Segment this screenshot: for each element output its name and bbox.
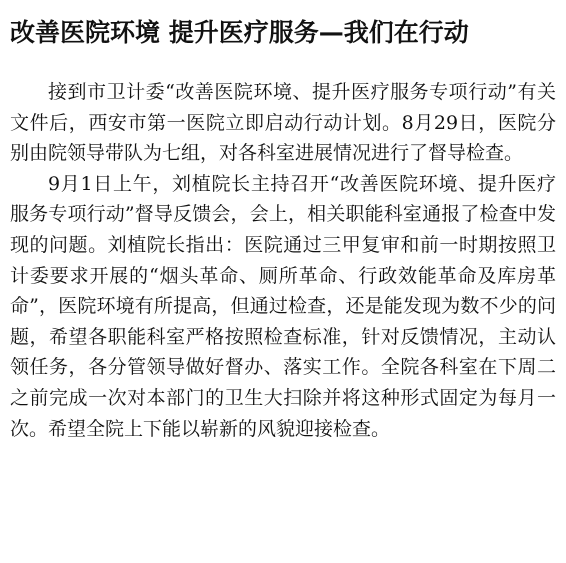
article-body (10, 77, 556, 444)
paragraph-2: 9月1日上午，刘植院长主持召开“改善医院环境、提升医疗服务专项行动”督导反馈会，会上，相关职能科室通报了检查中发现的问题。刘植院长指出：医院通过三甲复审和前一时期按照卫计委要求开展的“烟头革命、厕所革命、行政效能革命及库房革命”，医院环境有所提高，但通过检查，还是能发现为数不少的问题，希望各职能科室严格按照检查标准，针对反馈情况，主动认领任务，各分管领导做好督办、落实工作。全院各科室在下周二之前完成一次对本部门的卫生大扫除并将这种形式固定为每月一次。希望全院上下能以崭新的风貌迎接检查。 (10, 172, 556, 440)
paragraph-1: 接到市卫计委“改善医院环境、提升医疗服务专项行动”有关文件后，西安市第一医院立即启动行动计划。8月29日，医院分别由院领导带队为七组，对各科室进展情况进行了督导检查。 (10, 81, 556, 165)
article-title: 改善医院环境 提升医疗服务—我们在行动 (10, 18, 469, 47)
